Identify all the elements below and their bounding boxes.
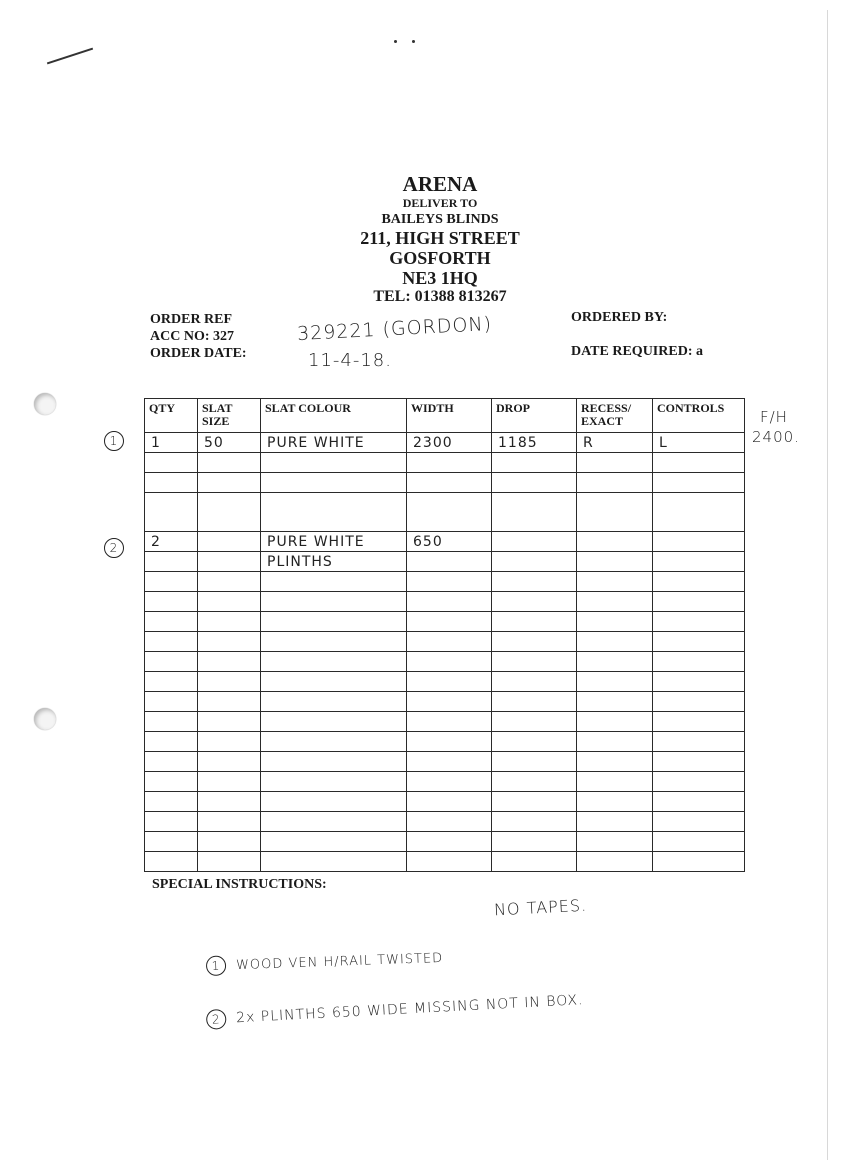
table-cell <box>653 672 745 692</box>
instruction-number: 2 <box>206 1009 227 1030</box>
table-row <box>145 493 745 532</box>
company-name: ARENA <box>402 172 478 196</box>
table-cell: 2300 <box>407 433 492 453</box>
table-cell <box>145 652 198 672</box>
row-marker-badge: 2 <box>104 538 124 558</box>
table-cell: PURE WHITE <box>261 433 407 453</box>
table-cell <box>198 612 261 632</box>
table-cell: 650 <box>407 532 492 552</box>
table-cell <box>145 552 198 572</box>
table-cell <box>198 453 261 473</box>
table-cell <box>577 572 653 592</box>
page-edge <box>827 10 828 1160</box>
table-cell <box>492 672 577 692</box>
table-row <box>145 572 745 592</box>
table-cell <box>407 772 492 792</box>
table-row <box>145 772 745 792</box>
table-cell <box>145 612 198 632</box>
address-phone: TEL: 01388 813267 <box>373 288 507 305</box>
table-row <box>145 592 745 612</box>
table-cell: 1 <box>145 433 198 453</box>
table-cell <box>145 792 198 812</box>
table-cell <box>145 772 198 792</box>
table-cell <box>145 592 198 612</box>
instruction-item <box>206 948 444 976</box>
table-row <box>145 672 745 692</box>
table-cell <box>577 672 653 692</box>
table-cell <box>198 732 261 752</box>
table-row <box>145 732 745 752</box>
table-cell <box>261 493 407 532</box>
table-cell <box>261 572 407 592</box>
table-cell <box>492 532 577 552</box>
table-cell <box>261 752 407 772</box>
table-cell <box>492 473 577 493</box>
table-cell <box>407 712 492 732</box>
scan-dot <box>394 40 397 43</box>
table-cell <box>653 692 745 712</box>
table-row <box>145 632 745 652</box>
column-header: DROP <box>492 399 577 433</box>
table-cell <box>492 772 577 792</box>
table-cell <box>145 812 198 832</box>
table-row <box>145 453 745 473</box>
table-cell <box>407 852 492 872</box>
table-row <box>145 752 745 772</box>
table-cell <box>653 453 745 473</box>
table-cell <box>577 812 653 832</box>
table-cell: 2 <box>145 532 198 552</box>
margin-note-line: 2400. <box>752 428 800 446</box>
table-cell: PURE WHITE <box>261 532 407 552</box>
table-cell <box>407 552 492 572</box>
table-cell <box>577 692 653 712</box>
table-cell <box>407 473 492 493</box>
table-cell <box>653 752 745 772</box>
table-cell <box>407 672 492 692</box>
table-cell <box>653 632 745 652</box>
order-ref-value: 329221 (GORDON) <box>296 312 493 346</box>
table-cell <box>492 552 577 572</box>
column-header: WIDTH <box>407 399 492 433</box>
table-cell <box>407 592 492 612</box>
table-cell <box>198 852 261 872</box>
table-cell <box>145 572 198 592</box>
table-cell <box>198 672 261 692</box>
ordered-by-label: ORDERED BY: <box>571 310 668 325</box>
table-cell <box>492 732 577 752</box>
table-cell <box>407 632 492 652</box>
table-cell <box>145 632 198 652</box>
order-table <box>144 398 745 872</box>
table-cell <box>261 712 407 732</box>
order-date-label: ORDER DATE: <box>150 346 247 361</box>
table-cell <box>407 572 492 592</box>
instruction-item <box>206 990 584 1030</box>
table-cell <box>492 612 577 632</box>
table-cell <box>577 453 653 473</box>
table-cell <box>577 752 653 772</box>
table-cell <box>577 772 653 792</box>
table-cell <box>577 712 653 732</box>
table-row <box>145 473 745 493</box>
table-header-row <box>145 399 745 433</box>
table-cell <box>577 652 653 672</box>
acc-no-label: ACC NO: 327 <box>150 329 234 344</box>
table-cell <box>198 652 261 672</box>
table-cell <box>261 453 407 473</box>
row-marker <box>104 537 134 558</box>
table-cell: R <box>577 433 653 453</box>
table-cell <box>198 692 261 712</box>
address-line: NE3 1HQ <box>402 268 478 288</box>
table-row <box>145 652 745 672</box>
table-cell <box>261 592 407 612</box>
special-instructions-label: SPECIAL INSTRUCTIONS: <box>152 877 327 892</box>
table-row <box>145 812 745 832</box>
column-header: QTY <box>145 399 198 433</box>
table-cell <box>407 692 492 712</box>
table-cell <box>261 652 407 672</box>
table-cell <box>407 732 492 752</box>
table-cell <box>492 632 577 652</box>
instruction-text: WOOD VEN H/RAIL TWISTED <box>235 950 444 974</box>
table-cell <box>145 732 198 752</box>
table-cell <box>407 792 492 812</box>
punch-hole <box>34 393 56 415</box>
table-cell <box>261 632 407 652</box>
table-cell <box>653 712 745 732</box>
table-cell <box>653 552 745 572</box>
table-cell <box>577 532 653 552</box>
table-cell <box>577 832 653 852</box>
table-cell <box>577 612 653 632</box>
table-cell <box>261 612 407 632</box>
table-cell <box>407 832 492 852</box>
scan-dot <box>412 40 415 43</box>
scan-mark <box>47 48 93 65</box>
table-cell <box>577 632 653 652</box>
table-cell <box>145 672 198 692</box>
table-cell <box>407 493 492 532</box>
table-cell <box>261 672 407 692</box>
table-cell <box>198 552 261 572</box>
instruction-text: 2x PLINTHS 650 WIDE MISSING NOT IN BOX. <box>235 992 584 1027</box>
table-cell <box>653 473 745 493</box>
table-body <box>145 433 745 872</box>
date-required-label: DATE REQUIRED: a <box>571 344 703 359</box>
table-cell: PLINTHS <box>261 552 407 572</box>
table-cell <box>145 832 198 852</box>
margin-note-line: F/H <box>760 408 788 426</box>
table-cell <box>198 712 261 732</box>
table-cell <box>653 592 745 612</box>
table-cell <box>492 692 577 712</box>
table-cell <box>145 473 198 493</box>
table-cell <box>407 612 492 632</box>
table-cell <box>198 632 261 652</box>
deliver-to-label: DELIVER TO <box>402 196 478 210</box>
table-cell <box>577 473 653 493</box>
table-cell: L <box>653 433 745 453</box>
table-cell <box>653 732 745 752</box>
table-cell <box>198 772 261 792</box>
table-row <box>145 792 745 812</box>
table-cell <box>653 772 745 792</box>
table-cell <box>198 592 261 612</box>
address-line: BAILEYS BLINDS <box>381 212 499 227</box>
table-cell <box>261 732 407 752</box>
table-cell <box>198 792 261 812</box>
column-header: SLAT SIZE <box>198 399 261 433</box>
table-row <box>145 433 745 453</box>
table-cell <box>577 493 653 532</box>
column-header: CONTROLS <box>653 399 745 433</box>
table-row <box>145 712 745 732</box>
table-cell <box>261 473 407 493</box>
table-cell <box>145 692 198 712</box>
table-cell <box>198 572 261 592</box>
table-cell <box>198 493 261 532</box>
table-cell <box>261 812 407 832</box>
table-cell <box>653 812 745 832</box>
table-cell <box>653 852 745 872</box>
table-cell <box>492 572 577 592</box>
table-cell <box>145 712 198 732</box>
table-cell <box>261 852 407 872</box>
table-cell <box>653 792 745 812</box>
table-row <box>145 532 745 552</box>
table-cell <box>407 812 492 832</box>
table-cell <box>577 852 653 872</box>
table-cell <box>577 792 653 812</box>
table-cell <box>407 652 492 672</box>
address-line: 211, HIGH STREET <box>360 228 520 248</box>
table-cell <box>492 712 577 732</box>
row-marker <box>104 430 134 451</box>
table-row <box>145 852 745 872</box>
table-cell <box>198 832 261 852</box>
column-header: SLAT COLOUR <box>261 399 407 433</box>
table-cell <box>145 453 198 473</box>
table-cell <box>577 592 653 612</box>
table-cell <box>198 752 261 772</box>
table-cell <box>145 852 198 872</box>
table-row <box>145 552 745 572</box>
table-cell <box>261 692 407 712</box>
table-cell <box>145 752 198 772</box>
table-cell <box>492 832 577 852</box>
table-cell <box>261 832 407 852</box>
table-row <box>145 832 745 852</box>
table-cell <box>261 772 407 792</box>
table-cell <box>198 812 261 832</box>
table-cell <box>577 552 653 572</box>
table-cell <box>261 792 407 812</box>
table-cell <box>145 493 198 532</box>
table-cell <box>492 792 577 812</box>
table-cell <box>492 752 577 772</box>
table-cell <box>492 453 577 473</box>
table-row <box>145 692 745 712</box>
table-cell <box>492 493 577 532</box>
table-cell <box>653 832 745 852</box>
table-cell <box>492 592 577 612</box>
table-cell <box>492 652 577 672</box>
row-marker-badge: 1 <box>104 431 124 451</box>
table-cell <box>407 453 492 473</box>
table-cell <box>653 572 745 592</box>
order-ref-label: ORDER REF <box>150 312 233 327</box>
table-cell: 50 <box>198 433 261 453</box>
table-cell: 1185 <box>492 433 577 453</box>
table-cell <box>492 812 577 832</box>
table-cell <box>198 532 261 552</box>
special-note: NO TAPES. <box>493 895 588 920</box>
table-cell <box>653 652 745 672</box>
instruction-number: 1 <box>206 955 227 976</box>
table-cell <box>653 493 745 532</box>
table-cell <box>653 532 745 552</box>
punch-hole <box>34 708 56 730</box>
table-cell <box>198 473 261 493</box>
table-cell <box>407 752 492 772</box>
column-header: RECESS/ EXACT <box>577 399 653 433</box>
table-cell <box>577 732 653 752</box>
delivery-header <box>300 172 580 305</box>
table-cell <box>653 612 745 632</box>
table-cell <box>492 852 577 872</box>
table-row <box>145 612 745 632</box>
address-line: GOSFORTH <box>389 248 491 268</box>
order-date-value: 11-4-18. <box>308 350 392 371</box>
